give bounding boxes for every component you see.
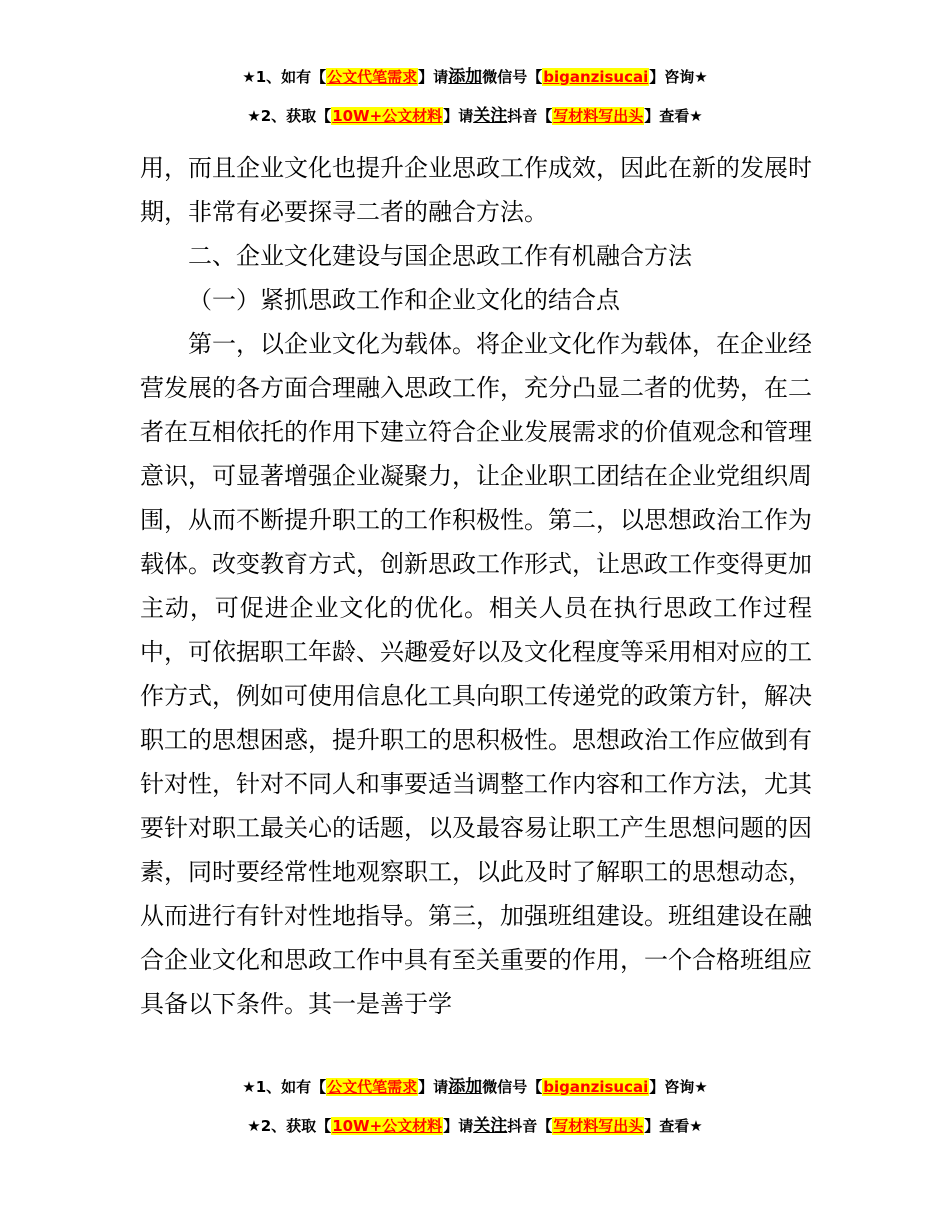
promo-prefix: ★1、如有【 — [242, 1078, 327, 1096]
promo-suffix: 】咨询★ — [649, 1078, 708, 1096]
document-body — [140, 146, 812, 1026]
promo-highlight-wechat-id: biganzisucai — [543, 1078, 649, 1096]
promo-emphasis: 关注 — [473, 1116, 508, 1136]
promo-text: 】请 — [443, 107, 474, 125]
promo-suffix: 】查看★ — [644, 1117, 703, 1135]
promo-emphasis: 添加 — [448, 67, 483, 87]
promo-emphasis: 关注 — [473, 106, 508, 126]
promo-text: 】请 — [418, 68, 449, 86]
promo-highlight-douyin-id: 写材料写出头 — [553, 107, 644, 125]
header-promo-line-1 — [0, 66, 950, 88]
footer-promo-line-2 — [0, 1115, 950, 1137]
promo-emphasis: 添加 — [448, 1077, 483, 1097]
promo-suffix: 】查看★ — [644, 107, 703, 125]
promo-text: 抖音【 — [507, 107, 553, 125]
promo-text: 抖音【 — [507, 1117, 553, 1135]
footer-promo-line-1 — [0, 1076, 950, 1098]
promo-prefix: ★1、如有【 — [242, 68, 327, 86]
section-subheading: （一）紧抓思政工作和企业文化的结合点 — [188, 286, 620, 314]
section-heading: 二、企业文化建设与国企思政工作有机融合方法 — [188, 242, 692, 270]
promo-text: 微信号【 — [482, 1078, 543, 1096]
promo-highlight-materials: 10W+公文材料 — [332, 107, 443, 125]
promo-prefix: ★2、获取【 — [247, 107, 332, 125]
promo-text: 】请 — [418, 1078, 449, 1096]
promo-text: 】请 — [443, 1117, 474, 1135]
header-promo-line-2 — [0, 105, 950, 127]
body-paragraph: 第一，以企业文化为载体。将企业文化作为载体，在企业经营发展的各方面合理融入思政工作，充分凸显二者的优势，在二者在互相依托的作用下建立符合企业发展需求的价值观念和管理意识，可显著增强企业凝聚力，让企业职工团结在企业党组织周围，从而不断提升职工的工作积极性。第二，以思想政治工作为载体。改变教育方式，创新思政工作形式，让思政工作变得更加主动，可促进企业文化的优化。相关人员在执行思政工作过程中，可依据职工年龄、兴趣爱好以及文化程度等采用相对应的工作方式，例如可使用信息化工具向职工传递党的政策方针，解决职工的思想困惑，提升职工的思积极性。思想政治工作应做到有针对性，针对不同人和事要适当调整工作内容和工作方法，尤其要针对职工最关心的话题，以及最容易让职工产生思想问题的因素，同时要经常性地观察职工，以此及时了解职工的思想动态，从而进行有针对性地指导。第三，加强班组建设。班组建设在融合企业文化和思政工作中具有至关重要的作用，一个合格班组应具备以下条件。其一是善于学 — [140, 330, 812, 1018]
promo-prefix: ★2、获取【 — [247, 1117, 332, 1135]
promo-highlight-douyin-id: 写材料写出头 — [553, 1117, 644, 1135]
promo-text: 微信号【 — [482, 68, 543, 86]
paragraph-continued: 用，而且企业文化也提升企业思政工作成效，因此在新的发展时期，非常有必要探寻二者的融合方法。 — [140, 154, 812, 226]
promo-highlight-service: 公文代笔需求 — [327, 68, 418, 86]
promo-highlight-materials: 10W+公文材料 — [332, 1117, 443, 1135]
promo-highlight-service: 公文代笔需求 — [327, 1078, 418, 1096]
promo-highlight-wechat-id: biganzisucai — [543, 68, 649, 86]
promo-suffix: 】咨询★ — [649, 68, 708, 86]
